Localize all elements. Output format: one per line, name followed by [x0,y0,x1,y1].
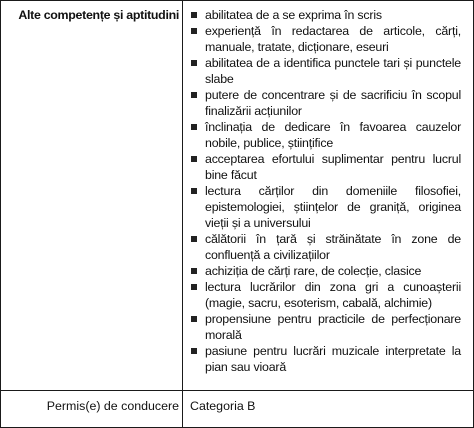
list-item-text: propensiune pentru practicile de perfecționare morală [205,312,461,342]
list-item-text: experiență în redactarea de articole, cărți, manuale, tratate, dicționare, eseuri [205,24,461,54]
list-item-text: călătorii în țară și străinătate în zone de confluență a civilizațiilor [205,232,461,262]
driving-license-label: Permis(e) de conducere [46,399,179,413]
bullet-icon [189,343,205,359]
list-item-text: abilitatea de a se exprima în scris [205,8,382,22]
list-item [189,151,461,183]
bullet-icon [189,119,205,135]
skills-list [189,7,461,375]
bullet-icon [189,279,205,295]
bullet-icon [189,183,205,199]
list-item [189,55,461,87]
list-item [189,279,461,311]
list-item [189,231,461,263]
list-item [189,183,461,231]
bullet-icon [189,55,205,71]
driving-license-value: Categoria B [190,399,256,413]
section-label-other-skills: Alte competențe și aptitudini [18,8,179,22]
list-item-text: lectura lucrărilor din zona gri a cunoașterii (magie, sacru, esoterism, cabală, alchimie) [205,280,461,310]
list-item [189,311,461,343]
list-item [189,23,461,55]
bullet-icon [189,231,205,247]
list-item-text: pasiune pentru lucrări muzicale interpretate la pian sau vioară [205,344,461,374]
bullet-icon [189,87,205,103]
bullet-icon [189,311,205,327]
list-item-text: lectura cărților din domeniile filosofiei, epistemologiei, științelor de graniță, originea vieții și a universului [205,184,461,230]
list-item [189,343,461,375]
list-item-text: putere de concentrare și de sacrificiu în scopul finalizării acțiunilor [205,88,461,118]
bullet-icon [189,151,205,167]
bullet-icon [189,23,205,39]
list-item-text: abilitatea de a identifica punctele tari și punctele slabe [205,56,461,86]
bullet-icon [189,263,205,279]
list-item [189,7,461,23]
list-item-text: înclinația de dedicare în favoarea cauzelor nobile, publice, științifice [205,120,461,150]
row-divider [1,390,473,391]
list-item-text: acceptarea efortului suplimentar pentru lucrul bine făcut [205,152,461,182]
bullet-icon [189,7,205,23]
list-item [189,263,461,279]
list-item [189,87,461,119]
list-item-text: achiziția de cărți rare, de colecție, clasice [205,264,422,278]
list-item [189,119,461,151]
column-divider [182,1,183,427]
